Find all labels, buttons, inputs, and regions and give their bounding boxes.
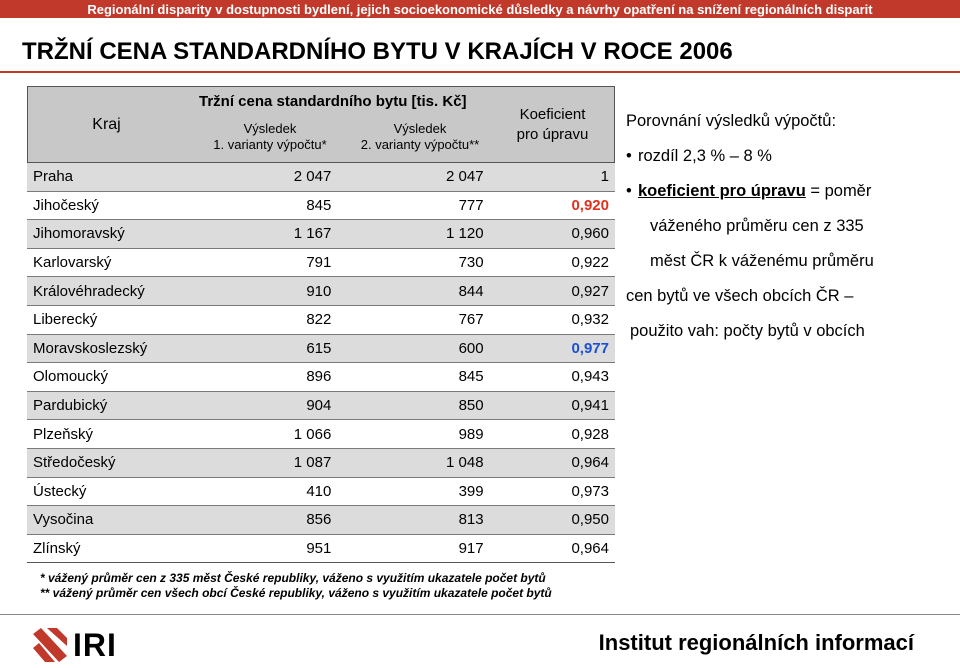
- header-price-group-label: Tržní cena standardního bytu [tis. Kč]: [199, 93, 467, 110]
- header-variant-2-line1: Výsledek: [393, 121, 447, 136]
- cell-variant-2: 917: [337, 534, 489, 563]
- panel-line-6: použito vah: počty bytů v obcích: [630, 322, 865, 340]
- table-row: [27, 248, 615, 277]
- cell-variant-1: 791: [190, 248, 337, 277]
- cell-variant-1: 845: [190, 191, 337, 220]
- cell-kraj: Praha: [27, 163, 190, 191]
- footnote-2: ** vážený průměr cen všech obcí České republiky, váženo s využitím ukazatele počet bytů: [40, 586, 552, 600]
- table-row: [27, 191, 615, 220]
- panel-coefficient-term: koeficient pro úpravu: [638, 182, 806, 200]
- cell-variant-2: 600: [337, 334, 489, 363]
- cell-variant-1: 904: [190, 391, 337, 420]
- cell-kraj: Zlínský: [27, 534, 190, 563]
- cell-variant-2: 777: [337, 191, 489, 220]
- cell-variant-1: 2 047: [190, 163, 337, 191]
- table-row: [27, 163, 615, 191]
- cell-variant-2: 845: [337, 363, 489, 392]
- cell-variant-2: 767: [337, 305, 489, 334]
- cell-variant-2: 730: [337, 248, 489, 277]
- cell-koeficient: 0,950: [490, 506, 615, 535]
- iri-logo-text: IRI: [73, 626, 117, 663]
- cell-variant-2: 1 120: [337, 220, 489, 249]
- top-banner: [0, 0, 960, 18]
- table-row: [27, 506, 615, 535]
- cell-koeficient: 0,943: [490, 363, 615, 392]
- panel-bullet-coefficient: [626, 174, 946, 209]
- cell-variant-1: 1 087: [190, 448, 337, 477]
- cell-variant-2: 989: [337, 420, 489, 449]
- header-koeficient: [491, 87, 614, 162]
- panel-line-5: cen bytů ve všech obcích ČR –: [626, 287, 854, 305]
- cell-koeficient: 0,964: [490, 534, 615, 563]
- cell-koeficient: 0,932: [490, 305, 615, 334]
- panel-line-4: měst ČR k váženému průměru: [650, 252, 874, 270]
- cell-kraj: Pardubický: [27, 391, 190, 420]
- table-row: [27, 420, 615, 449]
- cell-variant-2: 2 047: [337, 163, 489, 191]
- header-variant-2: [350, 121, 490, 153]
- panel-coefficient-rest: = poměr: [805, 182, 872, 200]
- iri-logo-icon: [33, 628, 67, 662]
- cell-variant-1: 896: [190, 363, 337, 392]
- footnotes: [40, 571, 552, 601]
- cell-variant-1: 1 066: [190, 420, 337, 449]
- table-row: [27, 305, 615, 334]
- table-row: [27, 277, 615, 306]
- title-divider: [0, 71, 960, 73]
- top-banner-text: Regionální disparity v dostupnosti bydlení, jejich socioekonomické důsledky a návrhy opatření na snížení regionálních disparit: [87, 1, 873, 17]
- cell-koeficient: 0,928: [490, 420, 615, 449]
- cell-kraj: Plzeňský: [27, 420, 190, 449]
- page-title: TRŽNÍ CENA STANDARDNÍHO BYTU V KRAJÍCH V ROCE 2006: [22, 38, 733, 65]
- cell-variant-1: 410: [190, 477, 337, 506]
- header-variant-1: [200, 121, 340, 153]
- cell-variant-1: 1 167: [190, 220, 337, 249]
- panel-bullet-difference: [626, 139, 946, 174]
- cell-variant-2: 399: [337, 477, 489, 506]
- cell-kraj: Olomoucký: [27, 363, 190, 392]
- header-koeficient-line1: Koeficient: [519, 105, 586, 123]
- cell-variant-1: 856: [190, 506, 337, 535]
- cell-kraj: Středočeský: [27, 448, 190, 477]
- cell-koeficient: 0,977: [490, 334, 615, 363]
- comparison-panel: [626, 104, 946, 341]
- cell-kraj: Vysočina: [27, 506, 190, 535]
- cell-variant-1: 910: [190, 277, 337, 306]
- cell-koeficient: 1: [490, 163, 615, 191]
- table-row: [27, 334, 615, 363]
- cell-kraj: Jihomoravský: [27, 220, 190, 249]
- cell-koeficient: 0,964: [490, 448, 615, 477]
- panel-heading: Porovnání výsledků výpočtů:: [626, 112, 837, 130]
- footnote-1: * vážený průměr cen z 335 měst České republiky, váženo s využitím ukazatele počet bytů: [40, 571, 546, 585]
- cell-koeficient: 0,927: [490, 277, 615, 306]
- cell-kraj: Ústecký: [27, 477, 190, 506]
- cell-kraj: Jihočeský: [27, 191, 190, 220]
- header-variant-1-line1: Výsledek: [243, 121, 297, 136]
- header-variant-2-line2: 2. varianty výpočtu**: [360, 137, 480, 152]
- table-row: [27, 391, 615, 420]
- header-price-group: [185, 87, 491, 162]
- cell-variant-1: 615: [190, 334, 337, 363]
- table-row: [27, 220, 615, 249]
- cell-variant-2: 1 048: [337, 448, 489, 477]
- cell-koeficient: 0,922: [490, 248, 615, 277]
- cell-kraj: Moravskoslezský: [27, 334, 190, 363]
- cell-variant-1: 951: [190, 534, 337, 563]
- institute-name: Institut regionálních informací: [598, 630, 914, 655]
- footer-divider: [0, 614, 960, 615]
- cell-variant-1: 822: [190, 305, 337, 334]
- cell-kraj: Karlovarský: [27, 248, 190, 277]
- cell-variant-2: 813: [337, 506, 489, 535]
- cell-koeficient: 0,973: [490, 477, 615, 506]
- header-koeficient-line2: pro úpravu: [516, 125, 589, 143]
- cell-kraj: Královéhradecký: [27, 277, 190, 306]
- header-kraj: Kraj: [28, 87, 185, 162]
- cell-koeficient: 0,941: [490, 391, 615, 420]
- table-row: [27, 477, 615, 506]
- header-variant-1-line2: 1. varianty výpočtu*: [213, 137, 327, 152]
- panel-line-3: váženého průměru cen z 335: [650, 217, 864, 235]
- table-row: [27, 363, 615, 392]
- table-header: [27, 86, 615, 163]
- cell-variant-2: 850: [337, 391, 489, 420]
- table-row: [27, 534, 615, 563]
- cell-koeficient: 0,960: [490, 220, 615, 249]
- iri-logo: [33, 627, 117, 663]
- cell-koeficient: 0,920: [490, 191, 615, 220]
- cell-variant-2: 844: [337, 277, 489, 306]
- cell-kraj: Liberecký: [27, 305, 190, 334]
- panel-difference-text: rozdíl 2,3 % – 8 %: [638, 147, 772, 165]
- table-row: [27, 448, 615, 477]
